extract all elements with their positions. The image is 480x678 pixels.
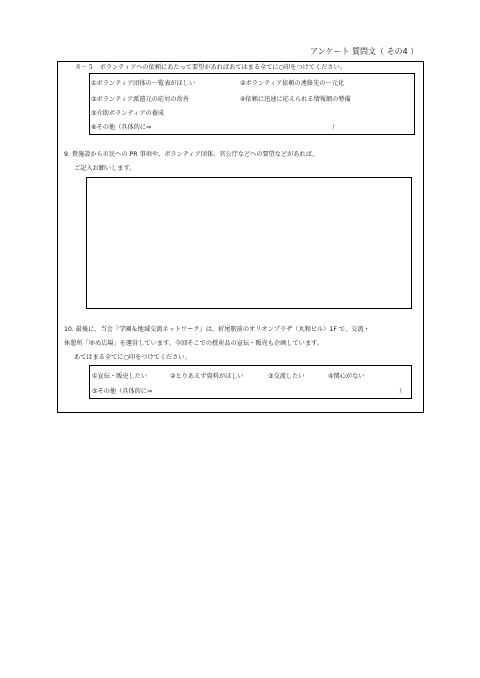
q8-5-option-4[interactable]: ④依頼に迅速に応えられる情報網の整備 [240,96,351,103]
q9-text-line2: ご記入お願いします。 [74,165,136,172]
q9-text-line1: 9. 貴施設から市民への PR 事項や、ボランティア団体、官公庁などへの要望などがあれば、 [64,151,319,158]
q10-options-box [89,365,412,399]
q10-option-3[interactable]: ③交流したい [268,373,305,380]
q10-option-2[interactable]: ②とりあえず資料がほしい [170,373,244,380]
q10-text-line3: あてはまる全てに○印をつけてください。 [74,354,191,361]
q8-5-options-box [89,73,415,135]
q10-text-line2: 休憩所「ゆめ広場」を運営しています。今回そこでの授産品の宣伝・販売も企画しています。 [64,340,323,347]
q8-5-option-5[interactable]: ⑤介助ボランティアの養成 [91,110,165,117]
q8-5-option-6[interactable]: ⑥その他（具体的に⇒ [91,124,152,131]
q10-option-1[interactable]: ①宣伝・販売したい [92,373,148,380]
q10-option-5[interactable]: ⑤その他（具体的に⇒ [92,388,153,395]
q8-5-title: ８－５ ボランティアへの依頼にあたって要望があればあてはまる全てに○印をつけてください。 [75,64,346,71]
q8-5-option-3[interactable]: ③ボランティア派遣元の応対の改善 [91,96,189,103]
q10-close-paren: ） [399,388,406,395]
page-title: アンケート 質問文（ その4 ） [310,47,419,56]
q9-answer-box[interactable] [86,177,412,309]
q10-text-line1: 10. 最後に、当会『学園＆地域交流ネットワーク』は、折尾駅前のオリオンプラザ（丸和ビル）1F で、交流・ [64,326,370,333]
q8-5-option-1[interactable]: ①ボランティア団体の一覧表がほしい [91,80,196,87]
q8-5-close-paren: ） [332,124,339,131]
q8-5-option-2[interactable]: ②ボランティア依頼の連絡先の一元化 [240,80,345,87]
q10-option-4[interactable]: ④関心がない [328,373,365,380]
